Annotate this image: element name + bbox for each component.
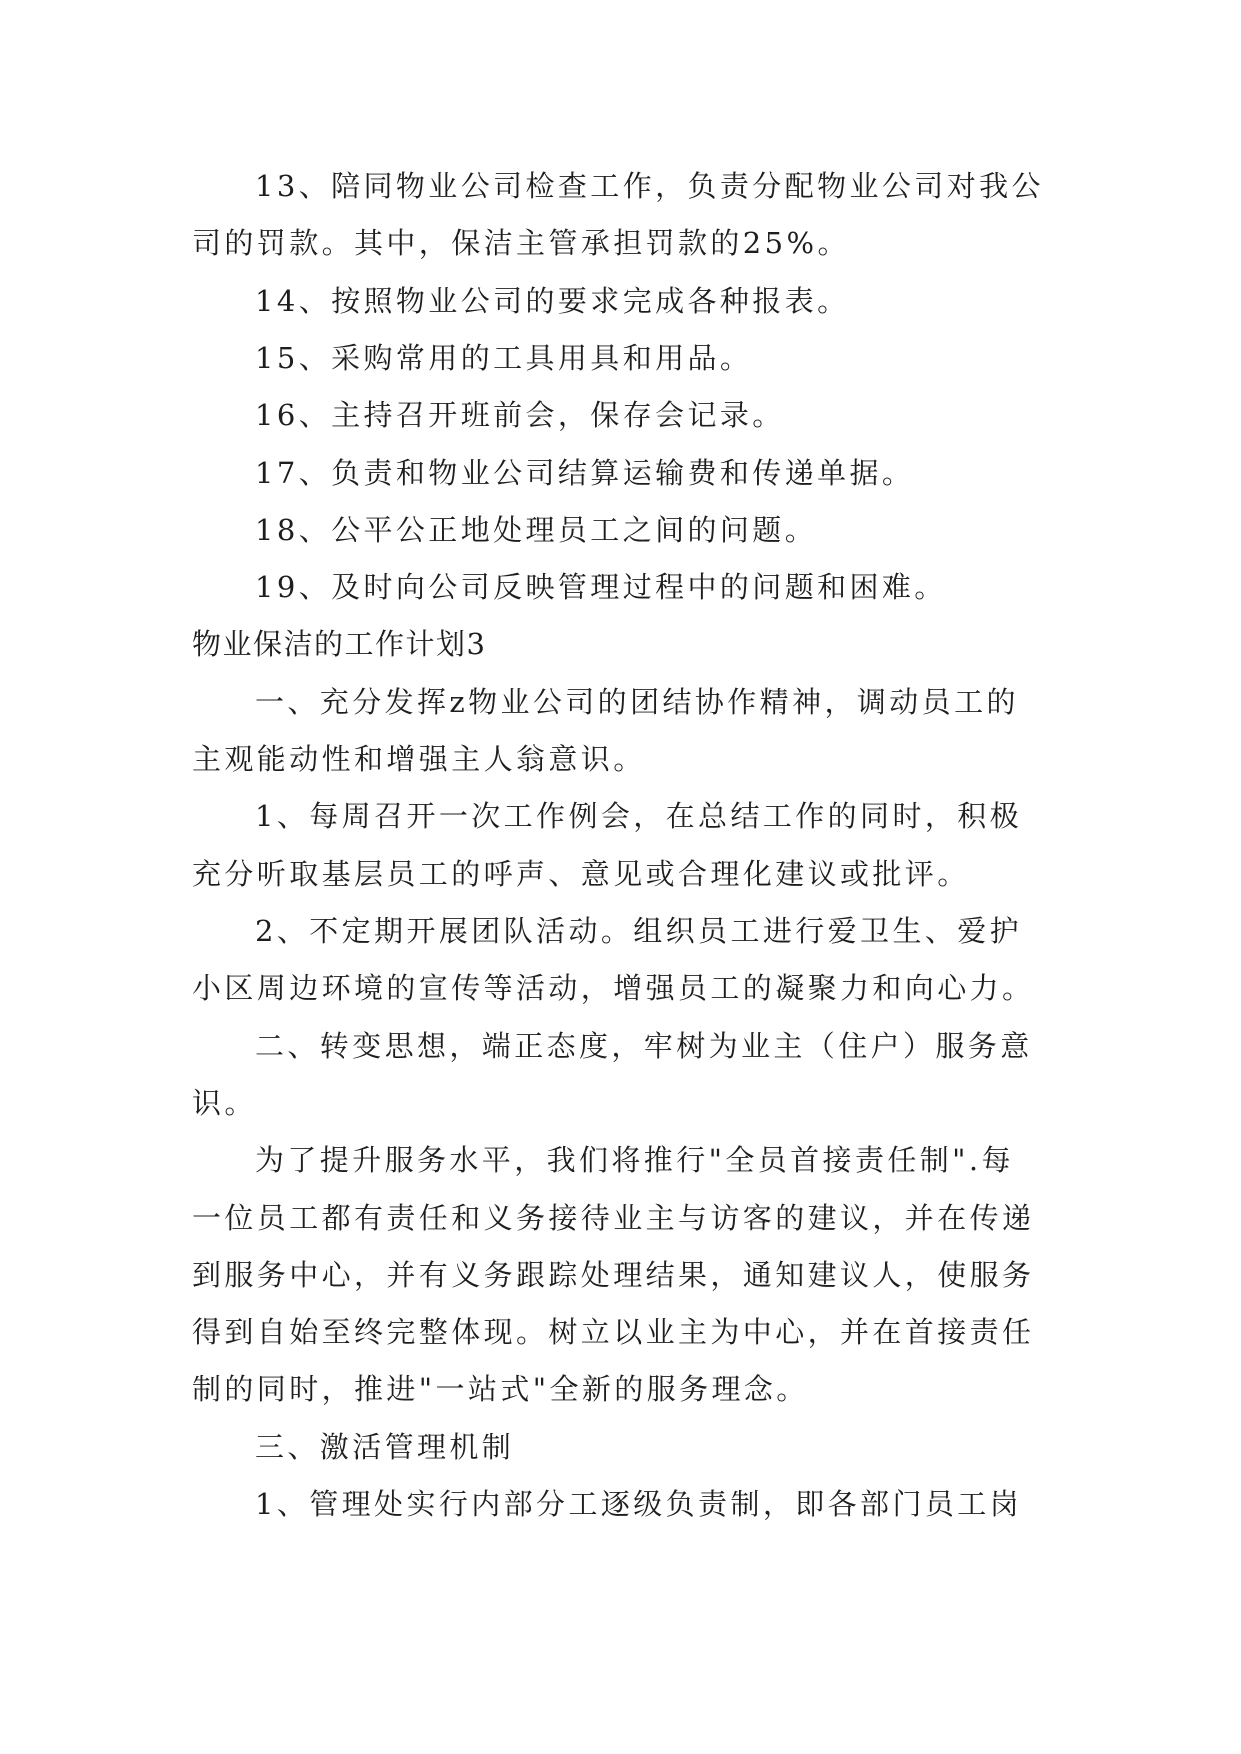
text-line: 三、激活管理机制 <box>255 1430 515 1464</box>
text-line: 一、充分发挥z物业公司的团结协作精神，调动员工的 <box>255 685 1019 719</box>
text-line: 14、按照物业公司的要求完成各种报表。 <box>255 284 850 318</box>
text-line: 15、采购常用的工具用具和用品。 <box>255 341 753 375</box>
text-line: 2、不定期开展团队活动。组织员工进行爱卫生、爱护 <box>255 914 1023 948</box>
text-line: 17、负责和物业公司结算运输费和传递单据。 <box>255 456 915 490</box>
text-line: 到服务中心，并有义务跟踪处理结果，通知建议人，使服务 <box>192 1258 1035 1292</box>
text-line: 一位员工都有责任和义务接待业主与访客的建议，并在传递 <box>192 1201 1035 1235</box>
text-line: 识。 <box>192 1086 257 1120</box>
section-heading: 物业保洁的工作计划3 <box>192 627 487 661</box>
text-line: 16、主持召开班前会，保存会记录。 <box>255 398 785 432</box>
text-line: 司的罚款。其中，保洁主管承担罚款的25%。 <box>192 226 850 260</box>
text-line: 充分听取基层员工的呼声、意见或合理化建议或批评。 <box>192 857 970 891</box>
text-line: 得到自始至终完整体现。树立以业主为中心，并在首接责任 <box>192 1315 1035 1349</box>
text-line: 1、每周召开一次工作例会，在总结工作的同时，积极 <box>255 799 1023 833</box>
text-line: 小区周边环境的宣传等活动，增强员工的凝聚力和向心力。 <box>192 971 1035 1005</box>
text-line: 主观能动性和增强主人翁意识。 <box>192 742 646 776</box>
text-line: 1、管理处实行内部分工逐级负责制，即各部门员工岗 <box>255 1487 1023 1521</box>
text-line: 18、公平公正地处理员工之间的问题。 <box>255 513 818 547</box>
text-line: 13、陪同物业公司检查工作，负责分配物业公司对我公 <box>255 169 1044 203</box>
text-line: 19、及时向公司反映管理过程中的问题和困难。 <box>255 570 947 604</box>
text-line: 为了提升服务水平，我们将推行"全员首接责任制".每 <box>255 1143 1014 1177</box>
text-line: 制的同时，推进"一站式"全新的服务理念。 <box>192 1372 809 1406</box>
text-line: 二、转变思想，端正态度，牢树为业主（住户）服务意 <box>255 1029 1033 1063</box>
